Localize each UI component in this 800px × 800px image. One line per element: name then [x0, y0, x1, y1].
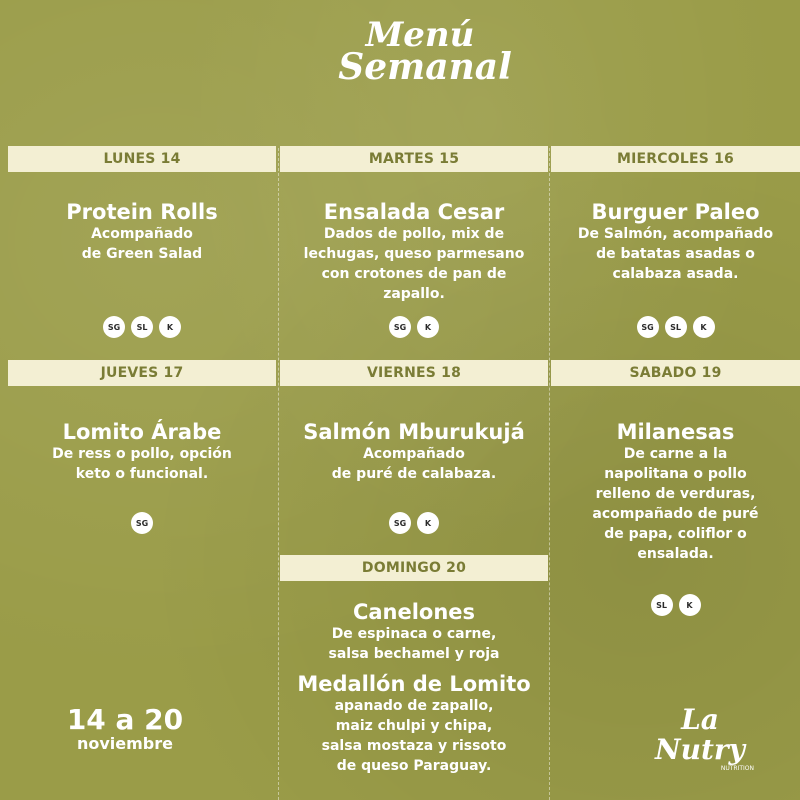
- diet-badge: K: [693, 316, 715, 338]
- menu-cell-tuesday: [280, 200, 548, 304]
- dish-name: Milanesas: [616, 420, 735, 444]
- dish-name: Protein Rolls: [66, 200, 218, 224]
- diet-badge: SL: [131, 316, 153, 338]
- dish-name: Ensalada Cesar: [323, 200, 505, 224]
- title-line2: Semanal: [338, 45, 512, 88]
- diet-badge: SL: [651, 594, 673, 616]
- date-range-days: 14 a 20: [66, 703, 184, 736]
- day-band-thursday: JUEVES 17: [8, 360, 276, 386]
- brand-logo: [640, 705, 760, 772]
- diet-badge: K: [159, 316, 181, 338]
- diet-badge: SG: [637, 316, 659, 338]
- column-divider: [278, 148, 279, 800]
- diet-badge: K: [417, 316, 439, 338]
- logo-subtext: NUTRITION: [720, 765, 754, 772]
- diet-badge: SG: [389, 316, 411, 338]
- dish-description: De ress o pollo, opción keto o funcional.: [52, 446, 232, 482]
- title-line1: Menú: [365, 15, 475, 55]
- dish-name: Burguer Paleo: [591, 200, 760, 224]
- day-band-friday: VIERNES 18: [280, 360, 548, 386]
- diet-badges: [551, 594, 800, 616]
- menu-cell-saturday: [551, 420, 800, 564]
- diet-badges: [280, 316, 548, 338]
- menu-cell-monday: [8, 200, 276, 264]
- diet-badges: [280, 512, 548, 534]
- day-band-saturday: SABADO 19: [551, 360, 800, 386]
- date-range: [40, 705, 210, 753]
- day-band-sunday: DOMINGO 20: [280, 555, 548, 581]
- dish-description: De carne a la napolitana o pollo relleno de verduras, acompañado de puré de papa, coliflor o ensalada.: [592, 446, 759, 562]
- dish-name: Salmón Mburukujá: [303, 420, 525, 444]
- diet-badges: [8, 316, 276, 338]
- diet-badges: [8, 512, 276, 534]
- menu-title: [300, 15, 540, 88]
- diet-badges: [551, 316, 800, 338]
- dish-name: Canelones: [352, 600, 476, 624]
- dish-description: Acompañado de Green Salad: [81, 226, 203, 262]
- diet-badge: K: [417, 512, 439, 534]
- diet-badge: SG: [389, 512, 411, 534]
- menu-cell-wednesday: [551, 200, 800, 284]
- dish-description: Dados de pollo, mix de lechugas, queso parmesano con crotones de pan de zapallo.: [303, 226, 525, 302]
- menu-cell-sunday: [280, 600, 548, 776]
- dish-description: De espinaca o carne, salsa bechamel y roja: [328, 626, 500, 662]
- diet-badge: SG: [103, 316, 125, 338]
- dish-name: Lomito Árabe: [62, 420, 222, 444]
- diet-badge: SG: [131, 512, 153, 534]
- column-divider: [549, 148, 550, 800]
- diet-badge: K: [679, 594, 701, 616]
- menu-cell-thursday: [8, 420, 276, 484]
- day-band-wednesday: MIERCOLES 16: [551, 146, 800, 172]
- diet-badge: SL: [665, 316, 687, 338]
- dish-description: Acompañado de puré de calabaza.: [331, 446, 497, 482]
- logo-text: La Nutry: [655, 703, 745, 766]
- dish-name: Medallón de Lomito: [297, 672, 531, 696]
- dish-description: De Salmón, acompañado de batatas asadas o calabaza asada.: [577, 226, 774, 282]
- dish-description: apanado de zapallo, maiz chulpi y chipa, salsa mostaza y rissoto de queso Paraguay.: [321, 698, 507, 774]
- day-band-tuesday: MARTES 15: [280, 146, 548, 172]
- menu-cell-friday: [280, 420, 548, 484]
- date-range-month: noviembre: [76, 734, 173, 753]
- day-band-monday: LUNES 14: [8, 146, 276, 172]
